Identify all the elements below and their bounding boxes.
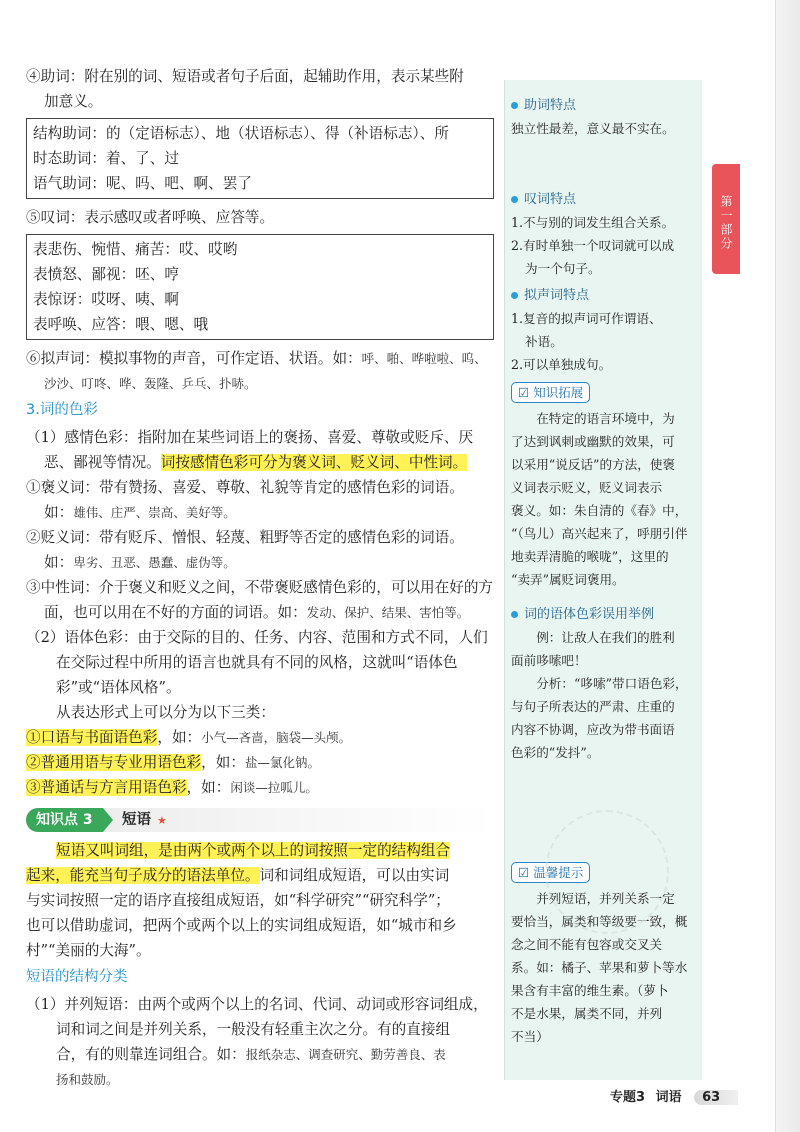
knowledge-point-title xyxy=(122,808,167,833)
text-line xyxy=(26,550,494,575)
sidebar-text: 念之间不能有包容或交叉关 xyxy=(511,937,663,952)
sidebar-text: 褒义。如：朱自清的《春》中， xyxy=(511,503,688,518)
kp-title-text: 短语 xyxy=(122,812,151,828)
knowledge-extension-tag: ☑ 知识拓展 xyxy=(511,382,590,403)
text-line xyxy=(26,750,494,775)
text-span: 合，有的则靠连词组合。如： xyxy=(56,1046,246,1063)
text-span: 词和词组成短语，可以由实词 xyxy=(259,867,450,884)
example-text: 盐—氯化钠。 xyxy=(244,755,320,770)
bullet-dot-icon xyxy=(511,102,518,109)
example-text: 发动、保护、结果、害怕等。 xyxy=(306,605,470,620)
highlight-text: 短语又叫词组，是由两个或两个以上的词按照一定的结构组合 xyxy=(56,842,451,859)
text-line xyxy=(26,775,494,800)
sidebar-text: 1.复音的拟声词可作谓语、 xyxy=(511,311,662,326)
example-text: 沙沙、叮咚、哗、轰隆、乒乓、扑哧。 xyxy=(44,376,257,391)
text-span: ⑥拟声词：模拟事物的声音，可作定语、状语。如： xyxy=(26,350,362,367)
text-line: 村”“美丽的大海”。 xyxy=(26,942,151,959)
tag-text: 知识拓展 xyxy=(533,385,584,400)
main-column xyxy=(26,64,494,1092)
box-row: 语气助词：呢、吗、吧、啊、罢了 xyxy=(33,175,252,192)
page-number: 63 xyxy=(694,1090,738,1105)
sidebar-text: 内容不协调，应改为带书面语 xyxy=(511,722,675,737)
highlight-text: ①口语与书面语色彩 xyxy=(26,729,158,746)
text-line: 从表达形式上可以分为以下三类： xyxy=(56,704,275,721)
sidebar-text: 地卖弄清脆的喉咙”，这里的 xyxy=(511,549,669,564)
text-span: 恶、鄙视等情况。 xyxy=(44,454,161,471)
text-line: ⑤叹词：表示感叹或者呼唤、应答等。 xyxy=(26,209,275,226)
sidebar-text: 在特定的语言环境中，为 xyxy=(536,411,675,426)
heading-text: 拟声词特点 xyxy=(524,288,590,303)
example-text: 呼、啪、哗啦啦、呜、 xyxy=(361,351,487,366)
text-line xyxy=(26,500,494,525)
text-line xyxy=(26,1042,494,1067)
sidebar-text: 2.可以单独成句。 xyxy=(511,357,612,372)
heading-text: 叹词特点 xyxy=(524,192,577,207)
sidebar-heading xyxy=(511,188,694,211)
decorative-circle xyxy=(545,810,669,934)
sidebar-text: 义词表示贬义，贬义词表示 xyxy=(511,480,663,495)
box-row: 表悲伤、惋惜、痛苦：哎、哎哟 xyxy=(33,241,238,258)
example-text: 卑劣、丑恶、愚蠢、虚伪等。 xyxy=(73,555,236,570)
sidebar-text: 了达到讽刺或幽默的效果，可 xyxy=(511,434,675,449)
sidebar-text: 分析：“哆嗦”带口语色彩， xyxy=(536,676,688,691)
text-span: 面，也可以用在不好的方面的词语。如： xyxy=(44,604,307,621)
text-line: （1）并列短语：由两个或两个以上的名词、代词、动词或形容词组成， xyxy=(26,996,488,1013)
footer-topic: 专题3 xyxy=(610,1090,646,1105)
heading-text: 词的语体色彩误用举例 xyxy=(524,607,655,622)
text-line: 与实词按照一定的语序直接组成短语，如“科学研究”“研究科学”； xyxy=(26,892,450,909)
sidebar-text: 与句子所表达的严肃、庄重的 xyxy=(511,699,675,714)
sidebar-text: 系。如：橘子、苹果和萝卜等水 xyxy=(511,960,688,975)
highlight-text: 起来，能充当句子成分的语法单位。 xyxy=(26,867,260,884)
sidebar-text: 面前哆嗦吧！ xyxy=(511,653,587,668)
text-line xyxy=(26,725,494,750)
sidebar-text: 2.有时单独一个叹词就可以成 xyxy=(511,238,675,253)
box-row: 表呼唤、应答：喂、嗯、哦 xyxy=(33,316,209,333)
box-row: 表惊讶：哎呀、咦、啊 xyxy=(33,291,179,308)
tag-text: 温馨提示 xyxy=(533,865,584,880)
text-line: 词和词之间是并列关系，一般没有轻重主次之分。有的直接组 xyxy=(56,1021,451,1038)
heading-text: 助词特点 xyxy=(524,98,577,113)
bullet-dot-icon xyxy=(511,196,518,203)
section-heading: 3.词的色彩 xyxy=(26,402,98,418)
sidebar-text: 以采用“说反话”的方法，使褒 xyxy=(511,457,676,472)
sidebar-text: 例：让敌人在我们的胜利 xyxy=(536,630,675,645)
text-line xyxy=(26,863,494,888)
text-line: 在交际过程中所用的语言也就具有不同的风格，这就叫“语体色 xyxy=(56,654,458,671)
example-text: 雄伟、庄严、崇高、美好等。 xyxy=(73,505,236,520)
sidebar-text: 补语。 xyxy=(525,334,563,349)
box-row: 表愤怒、鄙视：呸、哼 xyxy=(33,266,179,283)
text-line xyxy=(26,600,494,625)
text-line xyxy=(26,346,494,371)
text-line xyxy=(26,838,494,863)
highlight-text: ②普通用语与专业用语色彩 xyxy=(26,754,202,771)
sidebar-heading xyxy=(511,94,694,117)
text-line: ①褒义词：带有赞扬、喜爱、尊敬、礼貌等肯定的感情色彩的词语。 xyxy=(26,479,464,496)
star-icon: ★ xyxy=(157,814,167,827)
text-line xyxy=(26,450,494,475)
sidebar-heading xyxy=(511,603,694,626)
text-span: ，如： xyxy=(157,729,202,746)
knowledge-point-header xyxy=(26,808,494,832)
text-line: （1）感情色彩：指附加在某些词语上的褒扬、喜爱、尊敬或贬斥、厌 xyxy=(26,429,474,446)
sidebar-text: 并列短语，并列关系一定 xyxy=(536,891,675,906)
text-span: ，如： xyxy=(186,779,231,796)
example-text: 扬和鼓励。 xyxy=(56,1072,119,1087)
section-heading: 短语的结构分类 xyxy=(26,969,128,985)
text-span: 如： xyxy=(44,554,74,571)
example-text: 闲谈—拉呱儿。 xyxy=(230,780,318,795)
text-line: 彩”或“语体风格”。 xyxy=(56,679,181,696)
sidebar-text: 为一个句子。 xyxy=(525,261,601,276)
sidebar-notes xyxy=(504,80,702,1080)
sidebar-text: “（鸟儿）高兴起来了，呼朋引伴 xyxy=(511,526,688,541)
tips-tag: ☑ 温馨提示 xyxy=(511,862,590,883)
sidebar-text: 独立性最差，意义最不实在。 xyxy=(511,121,675,136)
text-line: ④助词：附在别的词、短语或者句子后面，起辅助作用，表示某些附 xyxy=(26,68,464,85)
sidebar-text: 不是水果，属类不同，并列 xyxy=(511,1006,663,1021)
example-text: 报纸杂志、调查研究、勤劳善良、表 xyxy=(245,1047,446,1062)
box-row: 结构助词：的（定语标志）、地（状语标志）、得（补语标志）、所 xyxy=(33,125,449,142)
interjection-box xyxy=(26,234,494,340)
highlight-text: ③普通话与方言用语色彩 xyxy=(26,779,187,796)
sidebar-heading xyxy=(511,284,694,307)
knowledge-point-tag: 知识点 3 xyxy=(26,808,103,832)
page-edge xyxy=(775,0,800,1132)
box-row: 时态助词：着、了、过 xyxy=(33,150,179,167)
sidebar-text: “卖弄”属贬词褒用。 xyxy=(511,572,625,587)
text-line: （2）语体色彩：由于交际的目的、任务、内容、范围和方式不同，人们 xyxy=(26,629,488,646)
bullet-dot-icon xyxy=(511,292,518,299)
highlight-text: 词按感情色彩可分为褒义词、贬义词、中性词。 xyxy=(160,454,468,471)
text-line: ②贬义词：带有贬斥、憎恨、轻蔑、粗野等否定的感情色彩的词语。 xyxy=(26,529,464,546)
text-span: 如： xyxy=(44,504,74,521)
sidebar-text: 色彩的“发抖”。 xyxy=(511,745,600,760)
sidebar-text: 不当） xyxy=(511,1029,549,1044)
text-span: ，如： xyxy=(201,754,245,771)
text-line: 也可以借助虚词，把两个或两个以上的实词组成短语，如“城市和乡 xyxy=(26,917,457,934)
sidebar-text: 要恰当，属类和等级要一致，概 xyxy=(511,914,688,929)
sidebar-text: 1.不与别的词发生组合关系。 xyxy=(511,215,675,230)
text-line: 加意义。 xyxy=(44,93,103,110)
particle-box xyxy=(26,118,494,199)
page-footer xyxy=(610,1086,738,1105)
example-text: 小气—吝啬，脑袋—头颅。 xyxy=(201,730,352,745)
bullet-dot-icon xyxy=(511,611,518,618)
part-tab[interactable]: 第一部分 xyxy=(712,164,740,274)
footer-title: 词语 xyxy=(655,1090,682,1105)
sidebar-text: 果含有丰富的维生素。（萝卜 xyxy=(511,983,669,998)
text-line: ③中性词：介于褒义和贬义之间，不带褒贬感情色彩的，可以用在好的方 xyxy=(26,579,494,596)
